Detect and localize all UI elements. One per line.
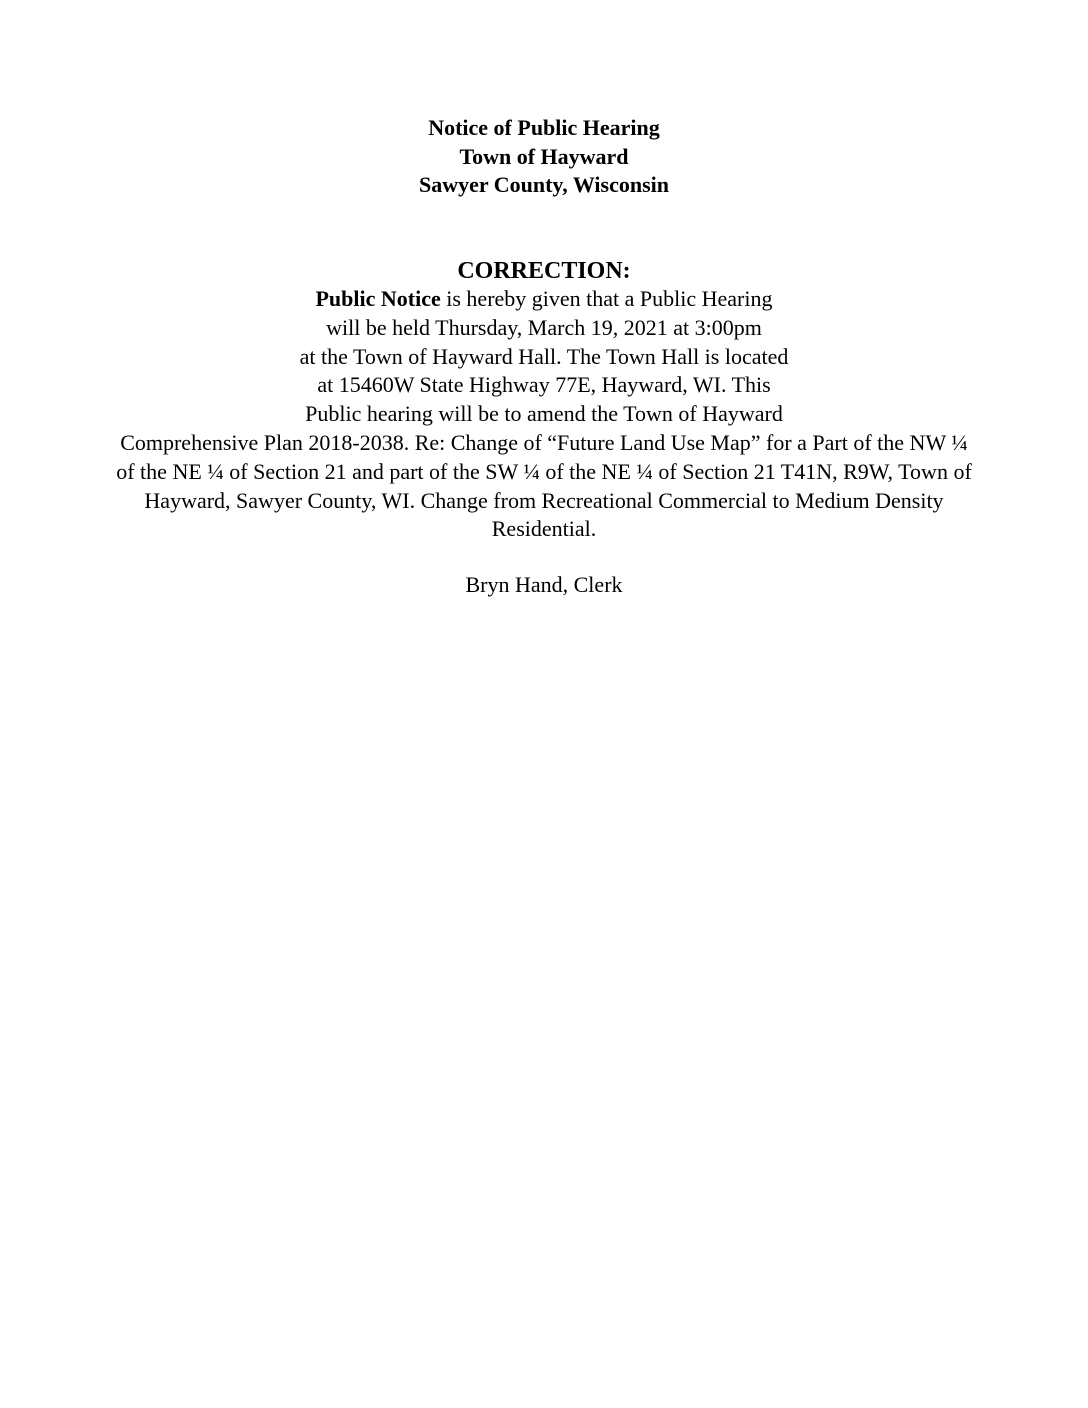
body-line-9: Residential.	[491, 516, 597, 542]
body-line-3: at the Town of Hayward Hall. The Town Hall is located	[299, 343, 789, 369]
body-line-5: Public hearing will be to amend the Town of Hayward	[305, 401, 783, 427]
notice-body	[40, 285, 1048, 544]
county-state: Sawyer County, Wisconsin	[418, 172, 669, 197]
correction-heading: CORRECTION:	[457, 258, 631, 284]
body-line-4: at 15460W State Highway 77E, Hayward, WI. This	[317, 372, 771, 398]
body-line-8: Hayward, Sawyer County, WI. Change from Recreational Commercial to Medium Density	[144, 487, 944, 513]
body-line-1	[40, 285, 1048, 314]
public-notice-lead: Public Notice	[315, 286, 441, 311]
body-line-6: Comprehensive Plan 2018-2038. Re: Change of “Future Land Use Map” for a Part of the NW ¼	[120, 429, 968, 455]
body-line-2: will be held Thursday, March 19, 2021 at 3:00pm	[326, 314, 762, 340]
town-name: Town of Hayward	[459, 143, 629, 169]
body-line-7: of the NE ¼ of Section 21 and part of the SW ¼ of the NE ¼ of Section 21 T41N, R9W, Town of	[116, 458, 972, 484]
body-line-1-rest: is hereby given that a Public Hearing	[440, 286, 773, 311]
notice-header	[0, 114, 1088, 200]
notice-title: Notice of Public Hearing	[428, 115, 660, 140]
clerk-signature: Bryn Hand, Clerk	[465, 572, 623, 597]
